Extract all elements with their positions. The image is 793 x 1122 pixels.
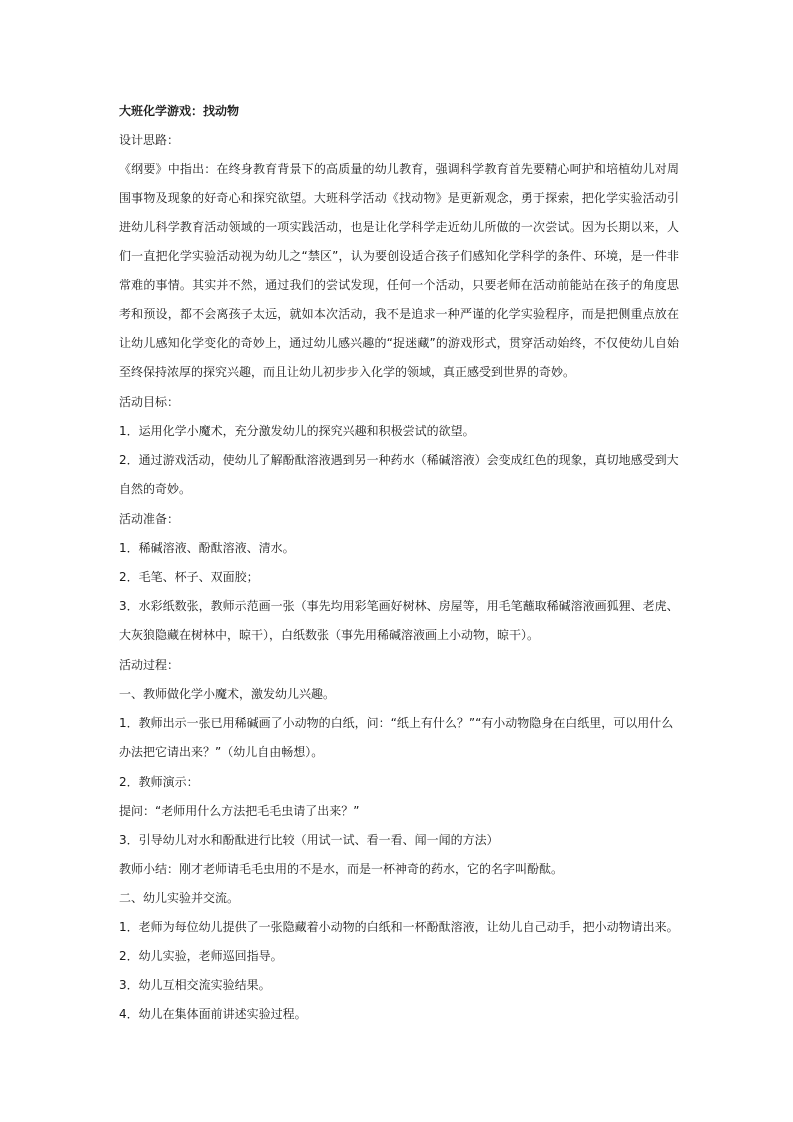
document-title: 大班化学游戏：找动物 [119,104,240,118]
step-1-3: 3．引导幼儿对水和酚酞进行比较（用试一试、看一看、闻一闻的方法） [119,833,499,847]
step-1-2: 2．教师演示： [119,775,199,789]
goal-item-1: 1．运用化学小魔术，充分激发幼儿的探究兴趣和积极尝试的欲望。 [119,424,475,438]
goals-heading: 活动目标： [119,395,180,409]
goal-item-2: 2．通过游戏活动，使幼儿了解酚酞溶液遇到另一种药水（稀碱溶液）会变成红色的现象，真切地感受到大自然的奇妙。 [119,453,679,496]
document-page [119,101,679,1033]
teacher-summary: 教师小结：刚才老师请毛毛虫用的不是水，而是一杯神奇的药水，它的名字叫酚酞。 [119,862,564,876]
step-2-1: 1．老师为每位幼儿提供了一张隐藏着小动物的白纸和一杯酚酞溶液，让幼儿自己动手，把小动物请出来。 [119,920,679,934]
section-heading-1: 一、教师做化学小魔术，激发幼儿兴趣。 [119,687,336,701]
design-heading: 设计思路： [119,133,180,147]
section-heading-2: 二、幼儿实验并交流。 [119,891,240,905]
step-1-2-question: 提问：“老师用什么方法把毛毛虫请了出来？” [119,804,360,818]
prep-heading: 活动准备： [119,512,180,526]
step-2-2: 2．幼儿实验，老师巡回指导。 [119,949,283,963]
prep-item-3: 3．水彩纸数张，教师示范画一张（事先均用彩笔画好树林、房屋等，用毛笔蘸取稀碱溶液画狐狸、老虎、大灰狼隐藏在树林中，晾干），白纸数张（事先用稀碱溶液画上小动物，晾干）。 [119,599,679,642]
process-heading: 活动过程： [119,658,180,672]
prep-item-2: 2．毛笔、杯子、双面胶； [119,570,259,584]
prep-item-1: 1．稀碱溶液、酚酞溶液、清水。 [119,541,295,555]
step-2-4: 4．幼儿在集体面前讲述实验过程。 [119,1007,307,1021]
step-1-1: 1．教师出示一张已用稀碱画了小动物的白纸，问：“纸上有什么？”“有小动物隐身在白纸里，可以用什么办法把它请出来？”（幼儿自由畅想）。 [119,716,674,759]
design-paragraph: 《纲要》中指出：在终身教育背景下的高质量的幼儿教育，强调科学教育首先要精心呵护和培植幼儿对周围事物及现象的好奇心和探究欲望。大班科学活动《找动物》是更新观念，勇于探索，把化学实验活动引进幼儿科学教育活动领域的一项实践活动，也是让化学科学走近幼儿所做的一次尝试。因为长期以来，人们一直把化学实验活动视为幼儿之“禁区”，认为要创设适合孩子们感知化学科学的条件、环境，是一件非常难的事情。其实并不然，通过我们的尝试发现，任何一个活动，只要老师在活动前能站在孩子的角度思考和预设，都不会离孩子太远，就如本次活动，我不是追求一种严谨的化学实验程序，而是把侧重点放在让幼儿感知化学变化的奇妙上，通过幼儿感兴趣的“捉迷藏”的游戏形式，贯穿活动始终，不仅使幼儿自始至终保持浓厚的探究兴趣，而且让幼儿初步步入化学的领域，真正感受到世界的奇妙。 [119,162,679,379]
step-2-3: 3．幼儿互相交流实验结果。 [119,978,271,992]
